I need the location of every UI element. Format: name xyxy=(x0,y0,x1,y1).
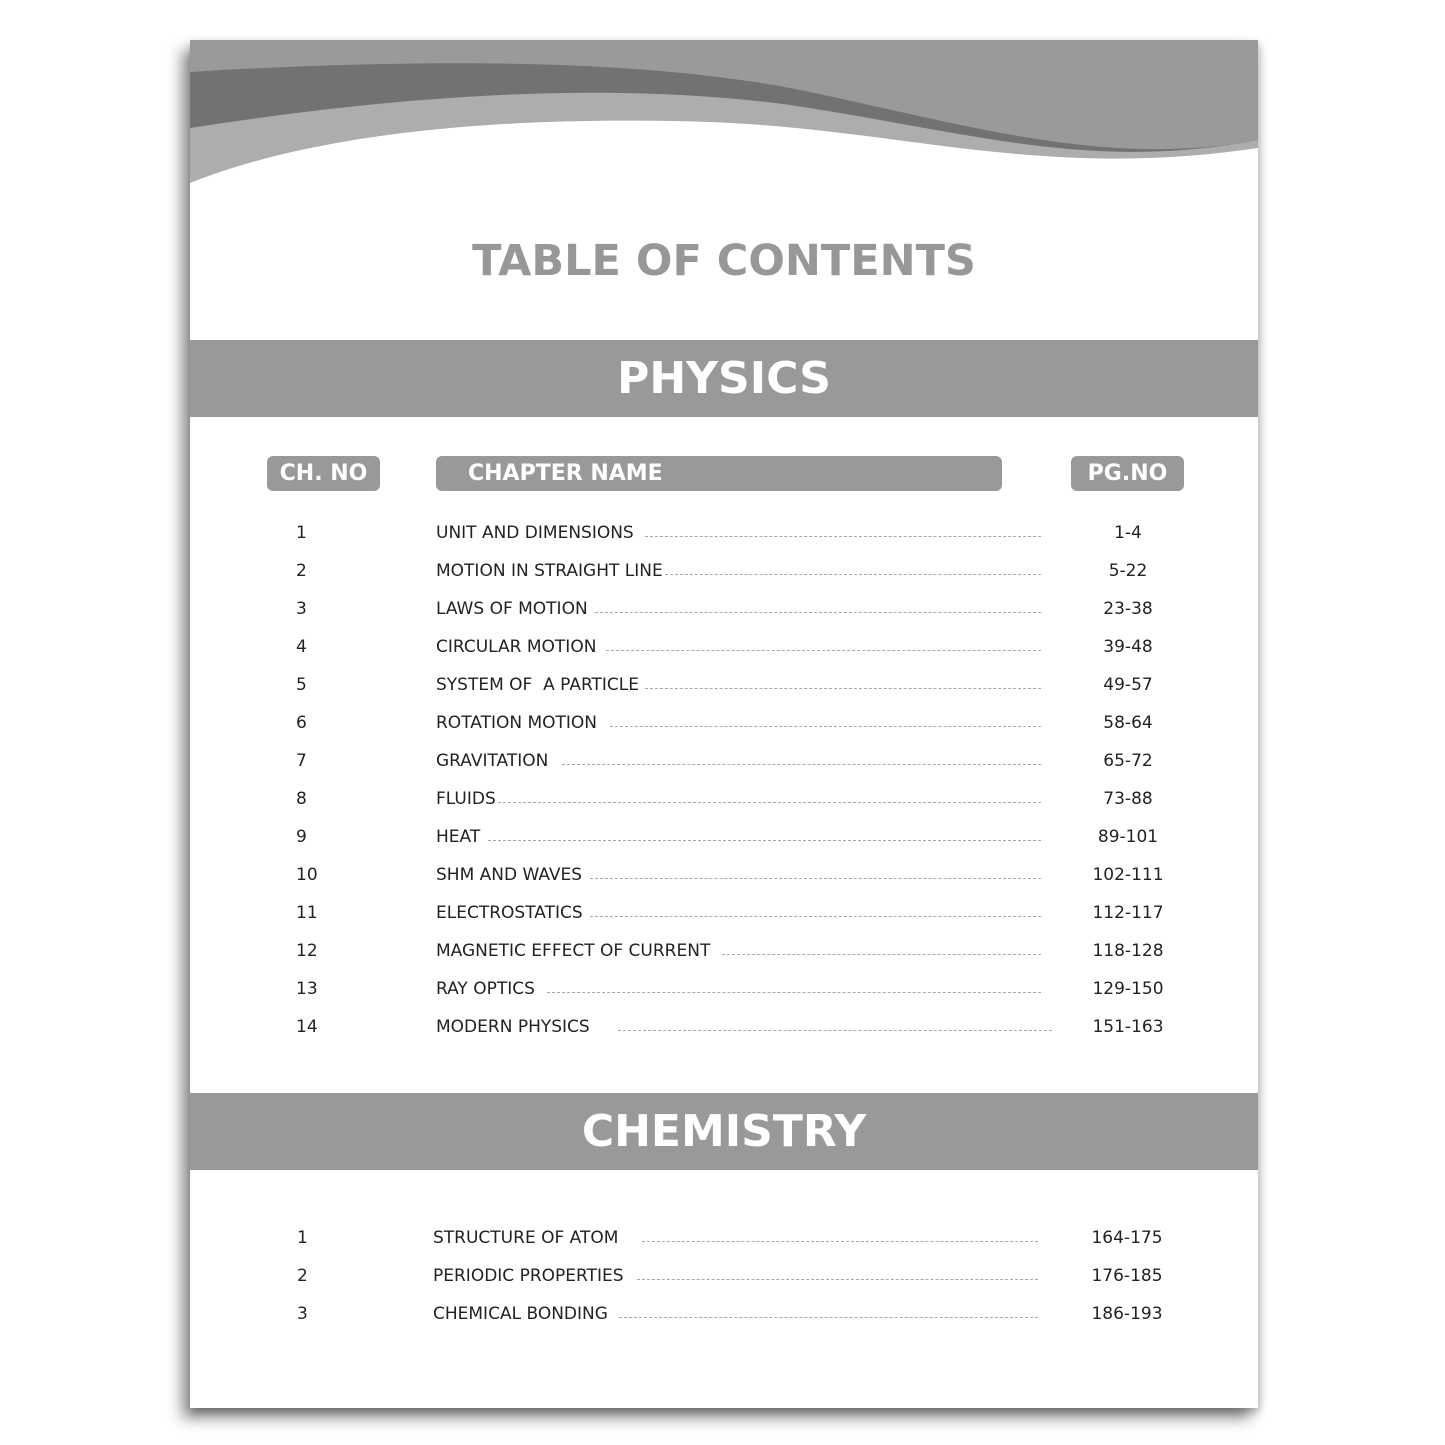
dot-leader xyxy=(645,688,1041,689)
page-range: 23-38 xyxy=(1103,599,1153,619)
dot-leader xyxy=(665,574,1041,575)
page-range: 5-22 xyxy=(1108,561,1148,581)
chapter-number: 12 xyxy=(296,941,318,961)
chapter-name: MODERN PHYSICS xyxy=(436,1017,590,1037)
chapter-name: STRUCTURE OF ATOM xyxy=(433,1228,619,1248)
dot-leader xyxy=(590,878,1041,879)
chapter-name: ROTATION MOTION xyxy=(436,713,598,733)
chapter-name: UNIT AND DIMENSIONS xyxy=(436,523,634,543)
toc-row xyxy=(190,748,1258,778)
chapter-number: 14 xyxy=(296,1017,318,1037)
chapter-number: 5 xyxy=(296,675,307,695)
chapter-name: ELECTROSTATICS xyxy=(436,903,583,923)
dot-leader xyxy=(637,1279,1038,1280)
dot-leader xyxy=(488,840,1041,841)
chapter-number: 1 xyxy=(296,523,307,543)
chapter-number: 9 xyxy=(296,827,307,847)
chapter-name: GRAVITATION xyxy=(436,751,549,771)
chapter-number: 6 xyxy=(296,713,307,733)
toc-row xyxy=(190,1014,1258,1044)
chapter-name: FLUIDS xyxy=(436,789,496,809)
chapter-name: RAY OPTICS xyxy=(436,979,535,999)
toc-row xyxy=(190,824,1258,854)
page-range: 58-64 xyxy=(1103,713,1153,733)
toc-row xyxy=(190,1225,1258,1255)
column-header-ch-no: CH. NO xyxy=(267,456,380,491)
chapter-name: MOTION IN STRAIGHT LINE xyxy=(436,561,663,581)
chapter-number: 8 xyxy=(296,789,307,809)
toc-row xyxy=(190,520,1258,550)
chapter-number: 3 xyxy=(296,599,307,619)
page-range: 73-88 xyxy=(1103,789,1153,809)
page-range: 49-57 xyxy=(1103,675,1153,695)
page-range: 118-128 xyxy=(1092,941,1164,961)
chapter-name: SYSTEM OF A PARTICLE xyxy=(436,675,640,695)
dot-leader xyxy=(590,916,1041,917)
page-range: 112-117 xyxy=(1092,903,1164,923)
page-range: 65-72 xyxy=(1103,751,1153,771)
chapter-name: SHM AND WAVES xyxy=(436,865,583,885)
dot-leader xyxy=(619,1317,1038,1318)
page-range: 102-111 xyxy=(1092,865,1164,885)
chapter-number: 4 xyxy=(296,637,307,657)
chapter-number: 2 xyxy=(296,561,307,581)
page-range: 1-4 xyxy=(1114,523,1142,543)
dot-leader xyxy=(562,764,1041,765)
dot-leader xyxy=(722,954,1041,955)
chapter-name: HEAT xyxy=(436,827,481,847)
toc-row xyxy=(190,900,1258,930)
page-range: 151-163 xyxy=(1092,1017,1164,1037)
column-header-pg-no: PG.NO xyxy=(1071,456,1184,491)
toc-row xyxy=(190,862,1258,892)
dot-leader xyxy=(595,612,1041,613)
page-range: 89-101 xyxy=(1097,827,1159,847)
page-range: 186-193 xyxy=(1091,1304,1163,1324)
dot-leader xyxy=(498,802,1041,803)
chapter-number: 11 xyxy=(296,903,318,923)
chapter-name: CHEMICAL BONDING xyxy=(433,1304,608,1324)
chapter-number: 7 xyxy=(296,751,307,771)
chapter-number: 1 xyxy=(297,1228,308,1248)
toc-row xyxy=(190,938,1258,968)
toc-row xyxy=(190,1263,1258,1293)
page-range: 39-48 xyxy=(1103,637,1153,657)
chapter-name: LAWS OF MOTION xyxy=(436,599,588,619)
chapter-number: 13 xyxy=(296,979,318,999)
toc-row xyxy=(190,1301,1258,1331)
toc-row xyxy=(190,786,1258,816)
dot-leader xyxy=(547,992,1041,993)
column-header-chapter-name: CHAPTER NAME xyxy=(436,456,1002,491)
chapter-name: MAGNETIC EFFECT OF CURRENT xyxy=(436,941,711,961)
toc-row xyxy=(190,976,1258,1006)
dot-leader xyxy=(645,536,1041,537)
dot-leader xyxy=(610,726,1041,727)
toc-row xyxy=(190,710,1258,740)
chapter-number: 3 xyxy=(297,1304,308,1324)
dot-leader xyxy=(606,650,1041,651)
document-title: TABLE OF CONTENTS xyxy=(472,236,976,286)
page-range: 164-175 xyxy=(1091,1228,1163,1248)
chapter-number: 2 xyxy=(297,1266,308,1286)
section-heading-chemistry: CHEMISTRY xyxy=(190,1093,1258,1170)
chapter-name: PERIODIC PROPERTIES xyxy=(433,1266,624,1286)
chapter-number: 10 xyxy=(296,865,318,885)
section-heading-physics: PHYSICS xyxy=(190,340,1258,417)
toc-row xyxy=(190,634,1258,664)
document-page xyxy=(190,40,1258,1408)
page-range: 176-185 xyxy=(1091,1266,1163,1286)
dot-leader xyxy=(642,1241,1038,1242)
header-wave-decoration xyxy=(190,40,1258,190)
page-range: 129-150 xyxy=(1092,979,1164,999)
toc-row xyxy=(190,596,1258,626)
toc-row xyxy=(190,558,1258,588)
chapter-name: CIRCULAR MOTION xyxy=(436,637,597,657)
toc-row xyxy=(190,672,1258,702)
dot-leader xyxy=(618,1030,1052,1031)
